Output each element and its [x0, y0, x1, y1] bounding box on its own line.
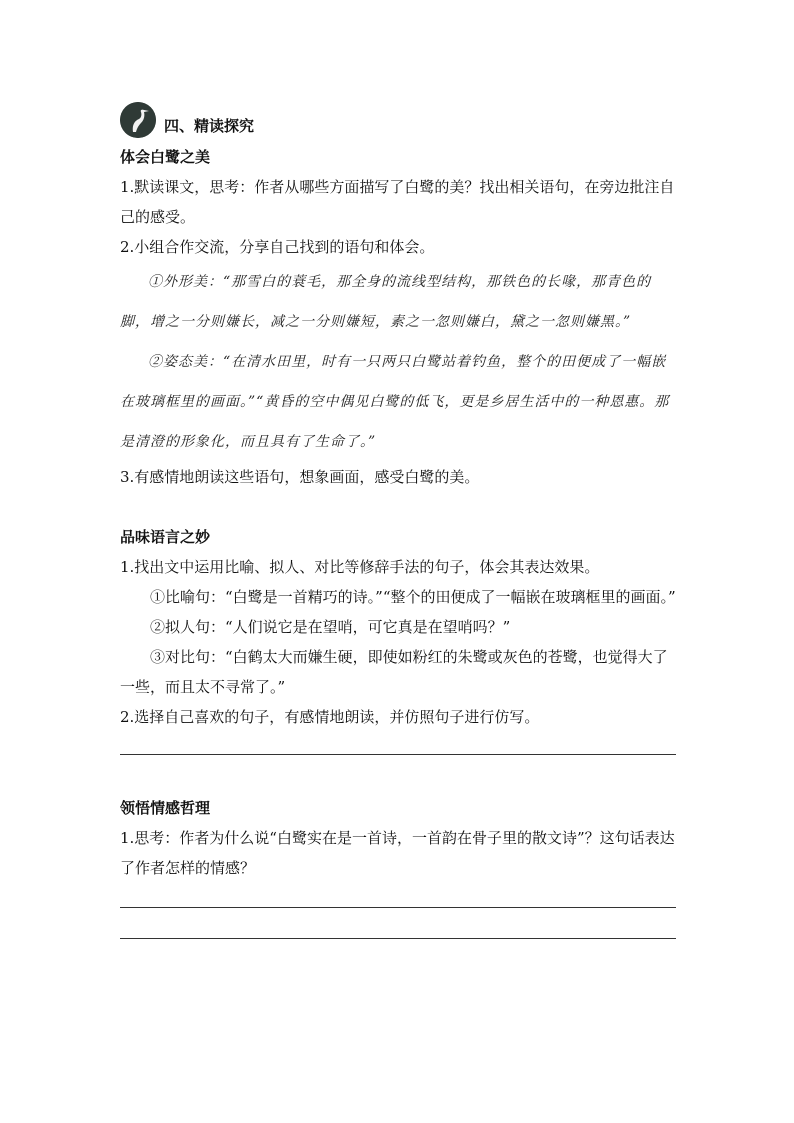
example-metaphor: ①比喻句：“白鹭是一首精巧的诗。”“整个的田便成了一幅嵌在玻璃框里的画面。”: [150, 588, 676, 606]
part1-question-2: 2.小组合作交流，分享自己找到的语句和体会。: [120, 238, 435, 256]
example-personification: ②拟人句：“人们说它是在望哨，可它真是在望哨吗？”: [150, 618, 511, 636]
part2-heading: 品味语言之妙: [120, 528, 211, 546]
part1-question-1: 1.默读课文，思考：作者从哪些方面描写了白鹭的美？找出相关语句，在旁边批注自己的感受。: [120, 178, 675, 226]
answer-appearance: ①外形美：“那雪白的蓑毛，那全身的流线型结构，那铁色的长喙，那青色的脚，增之一分则嫌长，减之一分则嫌短，素之一忽则嫌白，黛之一忽则嫌黑。”: [120, 274, 652, 330]
part3-heading: 领悟情感哲理: [120, 799, 211, 817]
worksheet-page: [120, 96, 676, 939]
egret-logo-icon: [120, 102, 156, 138]
part1-question-3: 3.有感情地朗读这些语句，想象画面，感受白鹭的美。: [120, 468, 480, 486]
part3-question-1: 1.思考：作者为什么说“白鹭实在是一首诗，一首韵在骨子里的散文诗”？这句话表达了作者怎样的情感？: [120, 829, 675, 877]
part1-heading: 体会白鹭之美: [120, 148, 211, 166]
example-contrast: ③对比句：“白鹤太大而嫌生硬，即使如粉红的朱鹭或灰色的苍鹭，也觉得大了一些，而且太不寻常了。”: [120, 648, 668, 696]
part2-question-2: 2.选择自己喜欢的句子，有感情地朗读，并仿照句子进行仿写。: [120, 708, 540, 726]
part2-question-1: 1.找出文中运用比喻、拟人、对比等修辞手法的句子，体会其表达效果。: [120, 558, 600, 576]
answer-posture: ②姿态美：“在清水田里，时有一只两只白鹭站着钓鱼，整个的田便成了一幅嵌在玻璃框里的画面。”“黄昏的空中偶见白鹭的低飞，更是乡居生活中的一种恩惠。那是清澄的形象化，而且具有了生命了。”: [120, 354, 670, 450]
section-heading: [120, 96, 676, 138]
section-title: 四、精读探究: [164, 117, 255, 135]
answer-line[interactable]: [120, 938, 676, 939]
